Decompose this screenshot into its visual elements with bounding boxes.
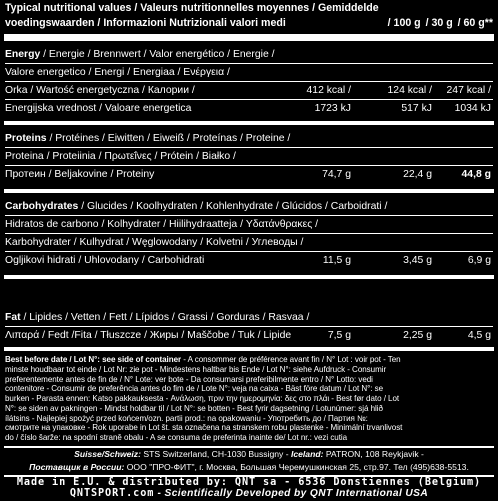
website-line [0, 487, 498, 501]
header-title-2: voedingswaarden / Informazioni Nutrizionali valori medi [5, 17, 286, 29]
carbs-label-2: Hidratos de carbono / Kolhydrater / Hiilihydraatteja / Υδατάνθρακες / [5, 219, 319, 230]
proteins-heading: Proteins [5, 133, 47, 144]
proteins-section [5, 130, 493, 183]
energy-row-2 [5, 64, 493, 82]
importer-switzerland: STS Switzerland, CH-1030 Bussigny - [140, 449, 291, 459]
carbs-row-4 [5, 252, 493, 269]
carbs-section [5, 198, 493, 269]
proteins-row-1 [5, 130, 493, 148]
carbs-row-2 [5, 216, 493, 234]
small-print-line-8: do / číslo šarže: na spodní straně obalu - A se consuma de preferinta inainte de/ Lot nr.: vezi cutia [5, 433, 348, 442]
carbs-label-1: / Glucides / Koolhydraten / Kohlenhydrate / Glúcidos / Carboidrati / [78, 201, 388, 212]
small-print-line-2: preferentemente antes de fin de / N° Lote: ver bote - Da consumarsi preferibilmente entro / N° Lotto: vedi [5, 374, 373, 384]
header-line-2 [5, 16, 493, 31]
carbs-100g: 11,5 g [322, 255, 351, 266]
tagline: - Scientifically Developed by QNT International USA [154, 488, 429, 499]
table-header [5, 1, 493, 31]
importer-iceland-label: Iceland: [290, 449, 324, 459]
energy-row-1 [5, 46, 493, 64]
importer-iceland: PATRON, 108 Reykjavik - [323, 449, 424, 459]
proteins-100g: 74,7 g [322, 169, 351, 180]
carbs-label-4: Ogljikovi hidrati / Uhlovodany / Carbohidrati [5, 255, 205, 266]
small-print-line-5: N°: se siden av pakningen - Mindst holdbar til / Lot N°: se botten - Best fyrir dagsetning / Lotunúmer: sjá hlið [5, 403, 383, 413]
importer-russia-label: Поставщик в России: [29, 462, 125, 472]
section-divider [4, 189, 494, 193]
made-in-line: Made in E.U. & distributed by: QNT sa - 6536 Donstiennes (Belgium) [16, 477, 482, 488]
importer-line-1 [0, 448, 498, 460]
energy-row-4 [5, 100, 493, 117]
fat-100g: 7,5 g [327, 330, 351, 341]
energy-heading: Energy [5, 49, 41, 60]
carbs-heading: Carbohydrates [5, 201, 79, 212]
fat-section [5, 309, 493, 344]
fat-row-1 [5, 309, 493, 327]
fat-label-1: / Lipides / Vetten / Fett / Lípidos / Grassi / Gorduras / Rasvaa / [20, 312, 310, 323]
energy-label-2: Valore energetico / Energi / Energiaa / Ενέργεια / [5, 67, 230, 78]
header-col-60g: / 60 g** [457, 17, 493, 29]
carbs-60g: 6,9 g [467, 255, 491, 266]
energy-label-3: Orka / Wartość energetyczna / Калории / [5, 85, 195, 96]
proteins-60g: 44,8 g [461, 169, 491, 180]
energy-label-1: / Energie / Brennwert / Valor energético / Energie / [40, 49, 275, 60]
header-col-30g: / 30 g [425, 17, 453, 29]
carbs-label-3: Karbohydrater / Kulhydrat / Węglowodany / Kolvetni / Углеводы / [5, 237, 304, 248]
small-print-line-4: burken - Parasta ennen: Katso pakkauksesta - Ανάλωση, πριν την ημερομηνία: δες στο πλάι - Best før dato / Lot [5, 394, 400, 403]
energy-kj-60g: 1034 kJ [454, 103, 491, 114]
best-before-text [5, 355, 493, 443]
section-divider [4, 121, 494, 125]
small-print-line-1: minste houdbaar tot einde / Lot Nr: zie pot - Mindestens haltbar bis Ende / Lot N°: siehe Aufdruck - Consumir [5, 364, 387, 374]
fat-label-2: Λιπαρά / Fedt /Fita / Tłuszcze / Жиры / Maščobe / Tuk / Lipide [5, 330, 292, 341]
proteins-label-1: / Protéines / Eiwitten / Eiweiß / Proteínas / Proteine / [46, 133, 291, 144]
importer-line-2 [0, 461, 498, 473]
section-divider [4, 275, 494, 279]
proteins-label-2: Proteina / Proteiinia / Πρωτεΐνες / Prótein / Białko / [5, 151, 236, 162]
carbs-30g: 3,45 g [403, 255, 432, 266]
fat-60g: 4,5 g [467, 330, 491, 341]
website-link[interactable]: QNTSPORT.com [69, 488, 155, 499]
thick-divider [4, 34, 494, 41]
fat-30g: 2,25 g [403, 330, 432, 341]
fat-row-2 [5, 327, 493, 344]
proteins-row-2 [5, 148, 493, 166]
importer-russia: ООО "ПРО-ФИТ", г. Москва, Большая Черемушкинская 25, стр.97. Тел (495)638-5513. [124, 462, 469, 472]
small-print-line-6: ílátsins - Najlepiej spożyć przed końcem/ozn. partii prod.: na opakowaniu - Употребить до / Партия №: [5, 413, 368, 423]
header-line-1 [5, 1, 493, 16]
header-columns [386, 16, 493, 31]
importer-switzerland-label: Suisse/Schweiz: [74, 449, 141, 459]
energy-row-3 [5, 82, 493, 100]
small-print-line-0: - A consommer de préférence avant fin / N° Lot : voir pot - Ten [181, 355, 401, 364]
section-divider [4, 347, 494, 351]
small-print-line-3: contenitore - Consumir de preferência antes do fim de / Lote N°: veja na caixa - Bäst före datum / Lot N°: se [5, 384, 384, 394]
energy-kj-30g: 517 kJ [401, 103, 432, 114]
fat-heading: Fat [5, 312, 21, 323]
small-print-line-7: смотрите на упаковке - Rok uporabe in Lot št. sta označena na stranskem robu plastenke - Minimální trvanlivost [5, 423, 403, 433]
proteins-row-3 [5, 166, 493, 183]
energy-kcal-60g: 247 kcal / [446, 85, 491, 96]
carbs-row-1 [5, 198, 493, 216]
proteins-label-3: Протеин / Beljakovine / Proteiny [5, 169, 155, 180]
energy-kcal-100g: 412 kcal / [306, 85, 351, 96]
energy-kcal-30g: 124 kcal / [387, 85, 432, 96]
energy-label-4: Energijska vrednost / Valoare energetica [5, 103, 192, 114]
header-col-100g: / 100 g [387, 17, 421, 29]
energy-section [5, 46, 493, 117]
energy-kj-100g: 1723 kJ [314, 103, 351, 114]
proteins-30g: 22,4 g [403, 169, 432, 180]
best-before-heading: Best before date / Lot N°: see side of container [5, 355, 182, 364]
carbs-row-3 [5, 234, 493, 252]
header-title-1: Typical nutritional values / Valeurs nutritionnelles moyennes / Gemiddelde [5, 2, 379, 14]
